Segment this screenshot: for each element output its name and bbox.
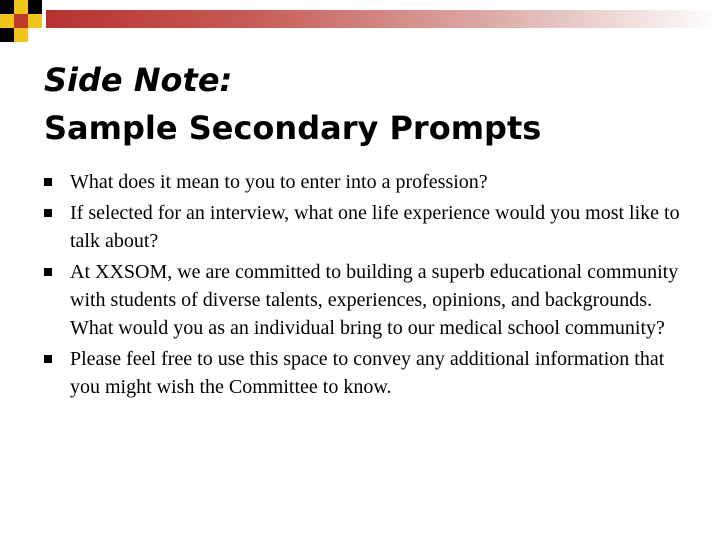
square-bullet-icon xyxy=(44,268,52,276)
square-bullet-icon xyxy=(44,355,52,363)
bullet-item xyxy=(44,168,684,196)
bullet-item xyxy=(44,258,684,342)
square-bullet-icon xyxy=(44,178,52,186)
slide-title-line-1: Side Note: xyxy=(44,61,233,99)
slide-title-line-2: Sample Secondary Prompts xyxy=(44,109,542,147)
bullet-item xyxy=(44,199,684,255)
bullet-item xyxy=(44,345,684,401)
bullet-text: Please feel free to use this space to convey any additional information that you might wish the Committee to know. xyxy=(70,348,665,398)
slide-title xyxy=(44,56,704,152)
bullet-text: If selected for an interview, what one life experience would you most like to talk about? xyxy=(70,202,680,252)
bullet-list xyxy=(44,168,684,404)
bullet-text: What does it mean to you to enter into a profession? xyxy=(70,171,488,193)
bullet-text: At XXSOM, we are committed to building a superb educational community with students of diverse talents, experiences, opinions, and backgrounds. What would you as an individual bring to our medical school community? xyxy=(70,261,679,339)
header-gradient-band xyxy=(46,10,720,28)
square-bullet-icon xyxy=(44,209,52,217)
